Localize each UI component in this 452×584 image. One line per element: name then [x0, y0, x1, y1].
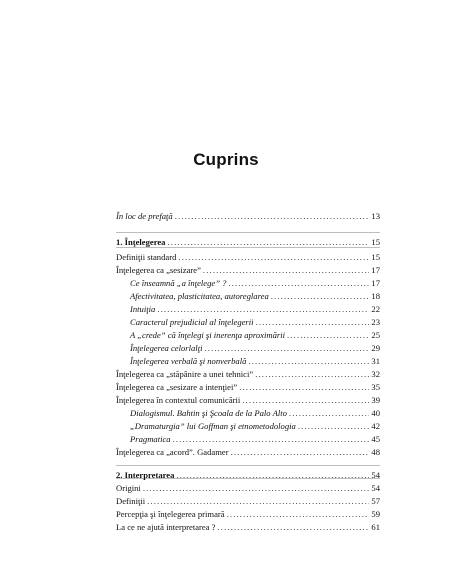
toc-page-number: 13 [371, 211, 380, 221]
toc-leader-dots [298, 420, 370, 433]
toc-entry[interactable] [116, 329, 380, 342]
toc-entry-label: Intuiţia [130, 304, 156, 314]
toc-entry[interactable] [116, 368, 380, 381]
toc-leader-dots [167, 236, 369, 249]
toc-entry-label: 2. Interpretarea [116, 470, 175, 480]
toc-leader-dots [255, 368, 369, 381]
toc-entry-label: Afectivitatea, plasticitatea, autoreglarea [130, 291, 269, 301]
toc-page-number: 17 [371, 278, 380, 288]
toc-entry[interactable] [116, 482, 380, 495]
toc-leader-dots [176, 469, 369, 482]
toc-leader-dots [175, 210, 370, 223]
toc-page-number: 39 [371, 395, 380, 405]
toc-entry[interactable] [116, 290, 380, 303]
toc-page-number: 15 [371, 252, 380, 262]
toc-page-number: 18 [371, 291, 380, 301]
toc-leader-dots [242, 394, 369, 407]
toc-entry[interactable] [116, 495, 380, 508]
toc-entry-label: Dialogismul. Bahtin şi Şcoala de la Palo Alto [130, 408, 287, 418]
toc-rule [116, 465, 380, 466]
toc-entry-label: În loc de prefaţă [116, 211, 173, 221]
toc-entry[interactable] [116, 210, 380, 223]
toc-page-number: 15 [371, 237, 380, 247]
toc-entry-label: Ce înseamnă „a înţelege” ? [130, 278, 227, 288]
toc-page-number: 45 [371, 434, 380, 444]
toc-entry[interactable] [116, 446, 380, 459]
toc-entry-label: Înţelegerea celorlalţi [130, 343, 203, 353]
toc-leader-dots [204, 342, 369, 355]
toc-page-number: 54 [371, 483, 380, 493]
toc-leader-dots [248, 355, 369, 368]
toc-entry-label: Pragmatica [130, 434, 171, 444]
toc-entry-label: La ce ne ajută interpretarea ? [116, 522, 216, 532]
toc-leader-dots [203, 264, 369, 277]
toc-entry-label: A „crede” că înţelegi şi inerenţa aproximării [130, 330, 285, 340]
toc-leader-dots [231, 446, 370, 459]
toc-entry[interactable] [116, 355, 380, 368]
toc-entry-label: Înţelegerea ca „acord”. Gadamer [116, 447, 229, 457]
toc-rule [116, 232, 380, 233]
toc-leader-dots [217, 521, 369, 534]
toc-entry-label: Caracterul prejudicial al înţelegerii [130, 317, 254, 327]
toc-entry-label: Înţelegerea ca „sesizare” [116, 265, 201, 275]
toc-leader-dots [173, 433, 370, 446]
toc-entry-label: Înţelegerea verbală şi nonverbală [130, 356, 247, 366]
toc-leader-dots [287, 329, 369, 342]
toc-page-number: 40 [371, 408, 380, 418]
toc-page-number: 17 [371, 265, 380, 275]
toc-entry-label: Definiţii standard [116, 252, 177, 262]
toc-chapter-entry[interactable] [116, 469, 380, 482]
toc-page-number: 61 [371, 522, 380, 532]
toc-entry-label: Înţelegerea în contextul comunicării [116, 395, 241, 405]
toc-leader-dots [271, 290, 370, 303]
toc-entry-label: Origini [116, 483, 141, 493]
toc-entry-label: Înţelegerea ca „sesizare a intenţiei” [116, 382, 238, 392]
toc-leader-dots [256, 316, 370, 329]
toc-page-number: 54 [371, 470, 380, 480]
toc-entry-label: Percepţia şi înţelegerea primară [116, 509, 225, 519]
toc-leader-dots [228, 277, 369, 290]
toc-leader-dots [289, 407, 369, 420]
toc-page-number: 25 [371, 330, 380, 340]
toc-chapter-entry[interactable] [116, 236, 380, 249]
toc-page-number: 35 [371, 382, 380, 392]
toc-page-number: 32 [371, 369, 380, 379]
toc-entry[interactable] [116, 508, 380, 521]
toc-leader-dots [239, 381, 369, 394]
toc-leader-dots [157, 303, 369, 316]
toc-leader-dots [227, 508, 370, 521]
toc-entry-label: Înţelegerea ca „stăpânire a unei tehnici” [116, 369, 254, 379]
toc-leader-dots [143, 482, 370, 495]
toc-entry[interactable] [116, 316, 380, 329]
toc-entry-label: 1. Înţelegerea [116, 237, 166, 247]
toc-entry[interactable] [116, 433, 380, 446]
toc-entry[interactable] [116, 277, 380, 290]
toc-entry[interactable] [116, 303, 380, 316]
toc-entry[interactable] [116, 264, 380, 277]
toc-leader-dots [147, 495, 369, 508]
toc-entry-label: „Dramaturgia” lui Goffman şi etnometodologia [130, 421, 296, 431]
toc-page-number: 48 [371, 447, 380, 457]
toc-entry[interactable] [116, 420, 380, 433]
toc-entry-label: Definiţii [116, 496, 146, 506]
toc-entry[interactable] [116, 521, 380, 534]
toc-page-number: 42 [371, 421, 380, 431]
toc-entry[interactable] [116, 394, 380, 407]
toc-page-number: 59 [371, 509, 380, 519]
toc-page-number: 31 [371, 356, 380, 366]
toc-page-number: 22 [371, 304, 380, 314]
toc-entry[interactable] [116, 407, 380, 420]
page-title: Cuprins [193, 150, 259, 169]
toc-entry[interactable] [116, 342, 380, 355]
toc-entry[interactable] [116, 381, 380, 394]
toc-page-number: 23 [371, 317, 380, 327]
toc-page-number: 29 [371, 343, 380, 353]
toc-leader-dots [178, 251, 369, 264]
toc-entry[interactable] [116, 251, 380, 264]
toc-page-number: 57 [371, 496, 380, 506]
